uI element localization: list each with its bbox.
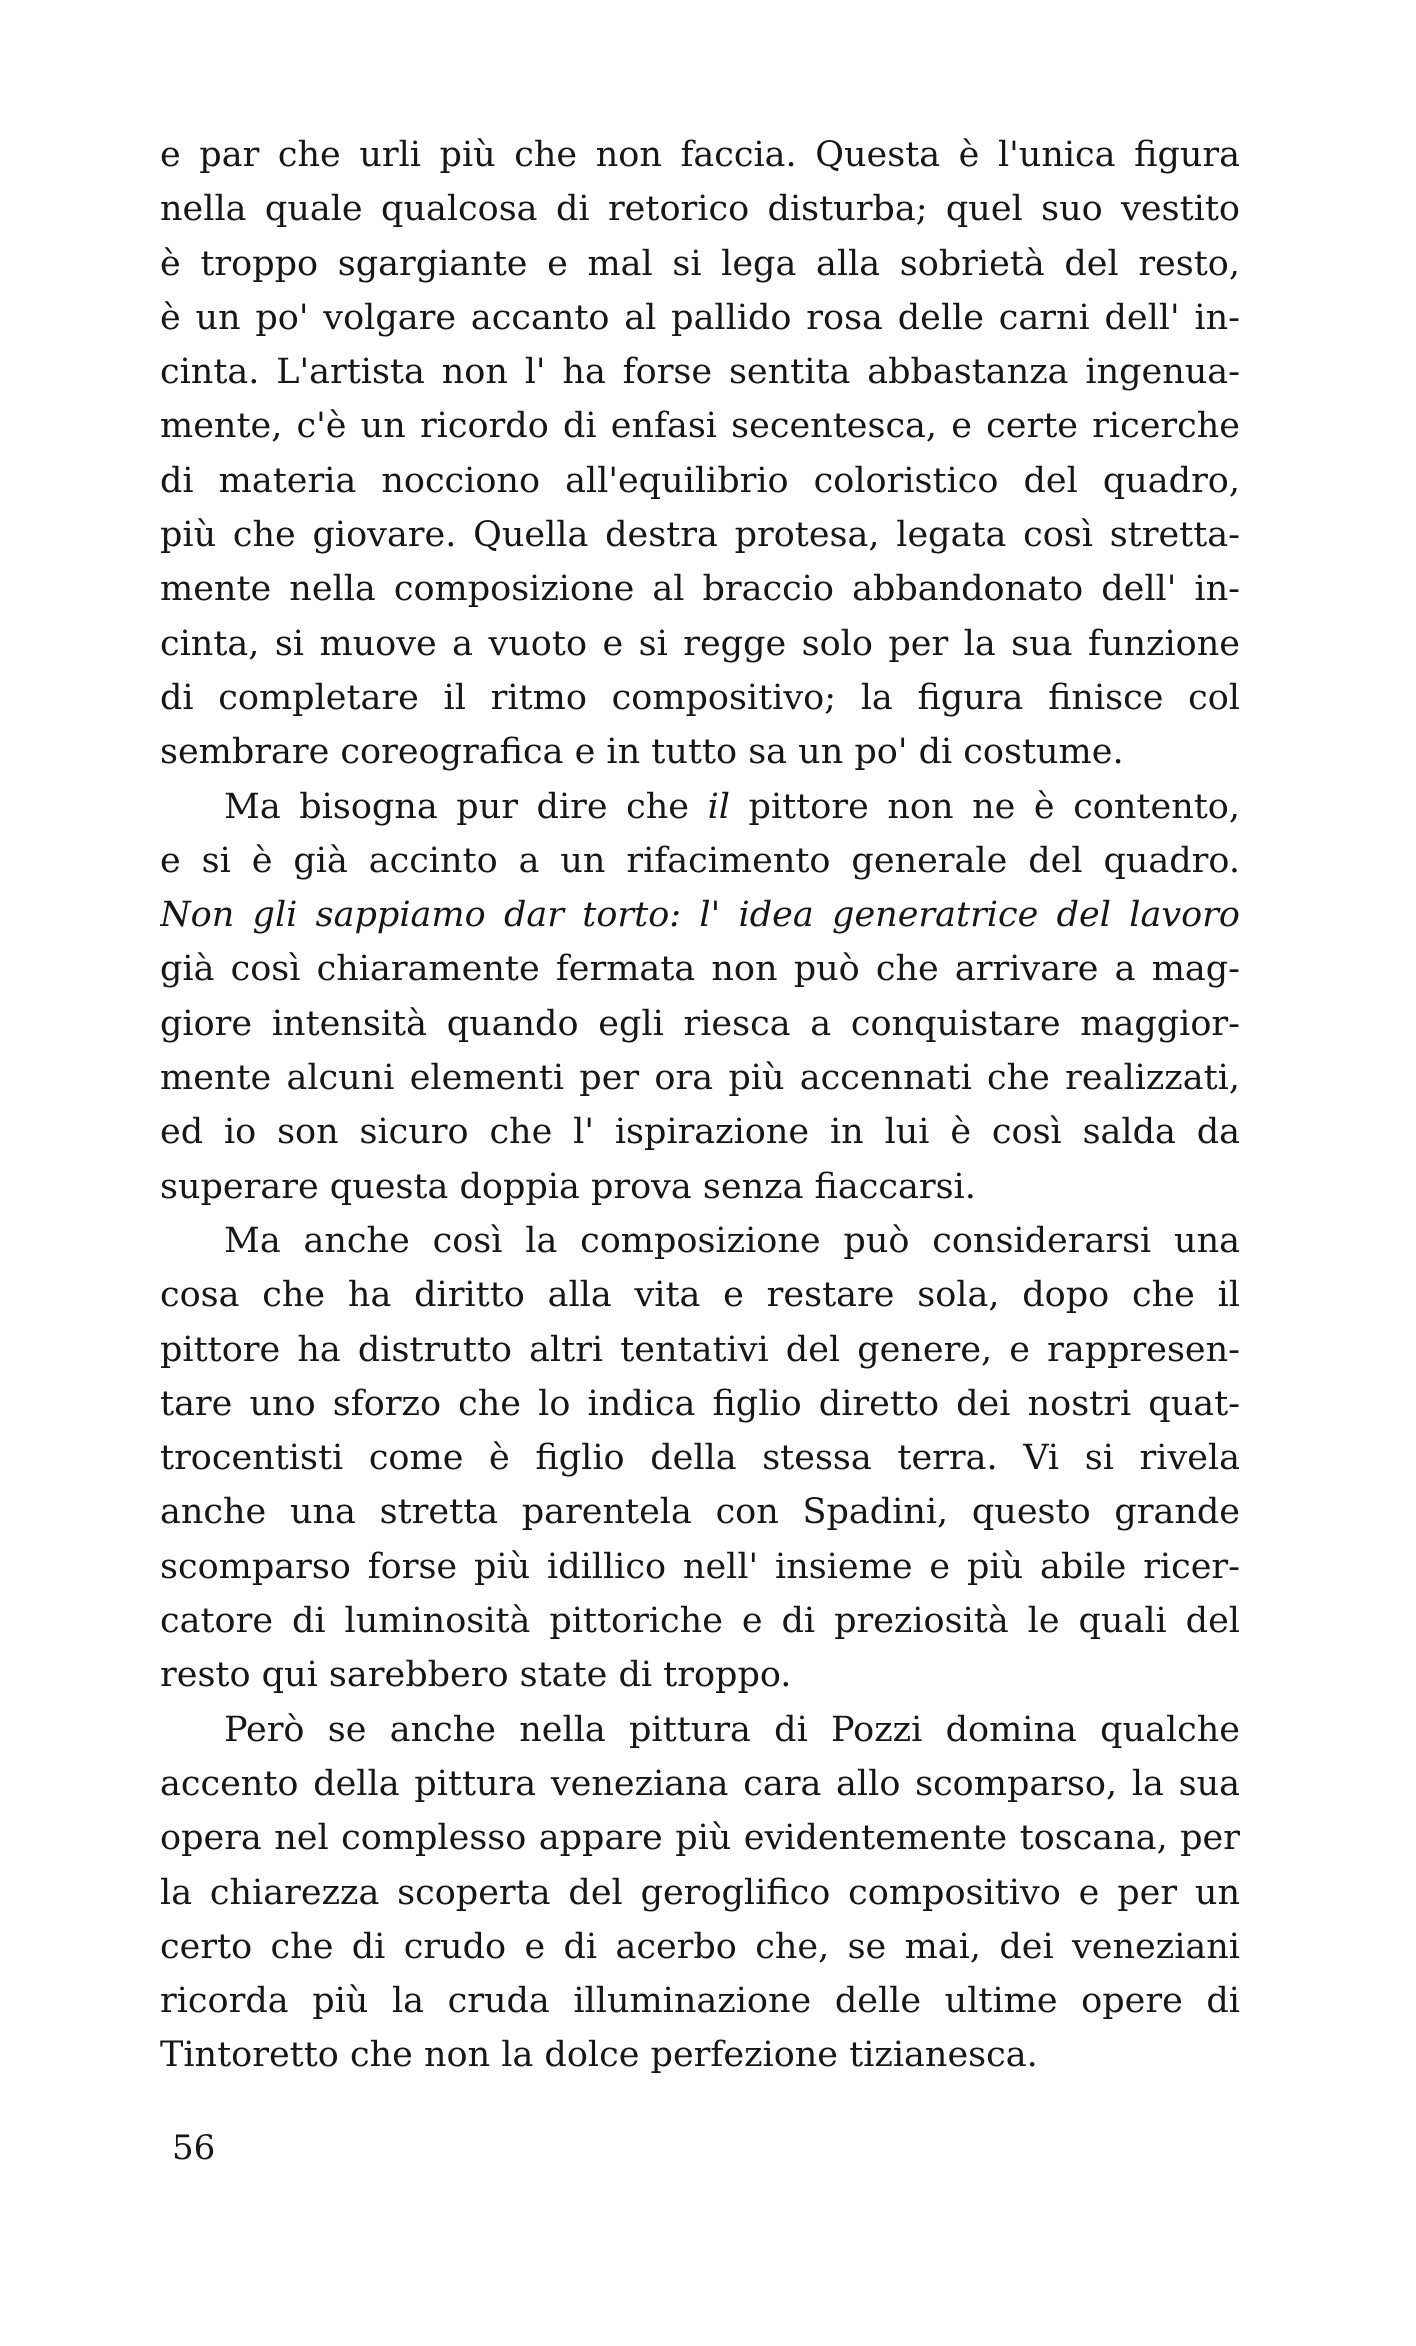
text-line: Ma anche così la composizione può considerarsi una — [224, 1220, 1240, 1261]
text-line: resto qui sarebbero state di troppo. — [160, 1655, 792, 1696]
text-line: più che giovare. Quella destra protesa, legata così stretta- — [160, 515, 1240, 556]
italic-run: il — [707, 786, 730, 827]
text-line: nella quale qualcosa di retorico disturba; quel suo vestito — [160, 189, 1240, 230]
text-line: di materia nocciono all'equilibrio coloristico del quadro, — [160, 460, 1240, 501]
text-line: è troppo sgargiante e mal si lega alla sobrietà del resto, — [160, 243, 1240, 284]
text-line: e si è già accinto a un rifacimento generale del quadro. — [160, 840, 1240, 881]
text-line — [160, 780, 1240, 834]
text-line: sembrare coreografica e in tutto sa un po' di costume. — [160, 732, 1124, 773]
text-line: accento della pittura veneziana cara allo scomparso, la sua — [160, 1763, 1240, 1804]
text-line: cinta, si muove a vuoto e si regge solo per la sua funzione — [160, 623, 1240, 664]
page-number: 56 — [172, 2128, 216, 2168]
text-line: scomparso forse più idillico nell' insieme e più abile ricer- — [160, 1546, 1240, 1587]
text-line: superare questa doppia prova senza fiaccarsi. — [160, 1166, 976, 1207]
text-line: Però se anche nella pittura di Pozzi domina qualche — [224, 1709, 1240, 1750]
italic-run: Non gli sappiamo dar torto: l' idea generatrice del lavoro — [160, 895, 1240, 936]
text-line: di completare il ritmo compositivo; la figura finisce col — [160, 677, 1240, 718]
text-run: Ma bisogna pur dire che — [224, 786, 708, 827]
body-text — [160, 128, 1240, 2083]
text-line: già così chiaramente fermata non può che arrivare a mag- — [160, 949, 1240, 990]
text-line: ricorda più la cruda illuminazione delle ultime opere di — [160, 1981, 1240, 2022]
text-line: Tintoretto che non la dolce perfezione tizianesca. — [160, 2035, 1038, 2076]
text-line: mente alcuni elementi per ora più accennati che realizzati, — [160, 1058, 1240, 1099]
text-line: è un po' volgare accanto al pallido rosa delle carni dell' in- — [160, 297, 1240, 338]
text-line: cosa che ha diritto alla vita e restare sola, dopo che il — [160, 1275, 1240, 1316]
text-line: catore di luminosità pittoriche e di preziosità le quali del — [160, 1601, 1240, 1642]
text-run: pittore non ne è contento, — [729, 786, 1240, 827]
text-line: pittore ha distrutto altri tentativi del genere, e rappresen- — [160, 1329, 1240, 1370]
text-line: anche una stretta parentela con Spadini, questo grande — [160, 1492, 1240, 1533]
text-line: opera nel complesso appare più evidentemente toscana, per — [160, 1818, 1240, 1859]
text-line: ed io son sicuro che l' ispirazione in lui è così salda da — [160, 1112, 1240, 1153]
text-line — [160, 888, 1240, 942]
text-line: mente, c'è un ricordo di enfasi secentesca, e certe ricerche — [160, 406, 1240, 447]
text-line: certo che di crudo e di acerbo che, se mai, dei veneziani — [160, 1926, 1240, 1967]
text-line: mente nella composizione al braccio abbandonato dell' in- — [160, 569, 1240, 610]
text-line: tare uno sforzo che lo indica figlio diretto dei nostri quat- — [160, 1383, 1240, 1424]
text-line: trocentisti come è figlio della stessa terra. Vi si rivela — [160, 1438, 1240, 1479]
text-line: e par che urli più che non faccia. Questa è l'unica figura — [160, 135, 1240, 175]
text-line: cinta. L'artista non l' ha forse sentita abbastanza ingenua- — [160, 352, 1240, 393]
text-line: la chiarezza scoperta del geroglifico compositivo e per un — [160, 1872, 1240, 1913]
text-line: giore intensità quando egli riesca a conquistare maggior- — [160, 1003, 1240, 1044]
